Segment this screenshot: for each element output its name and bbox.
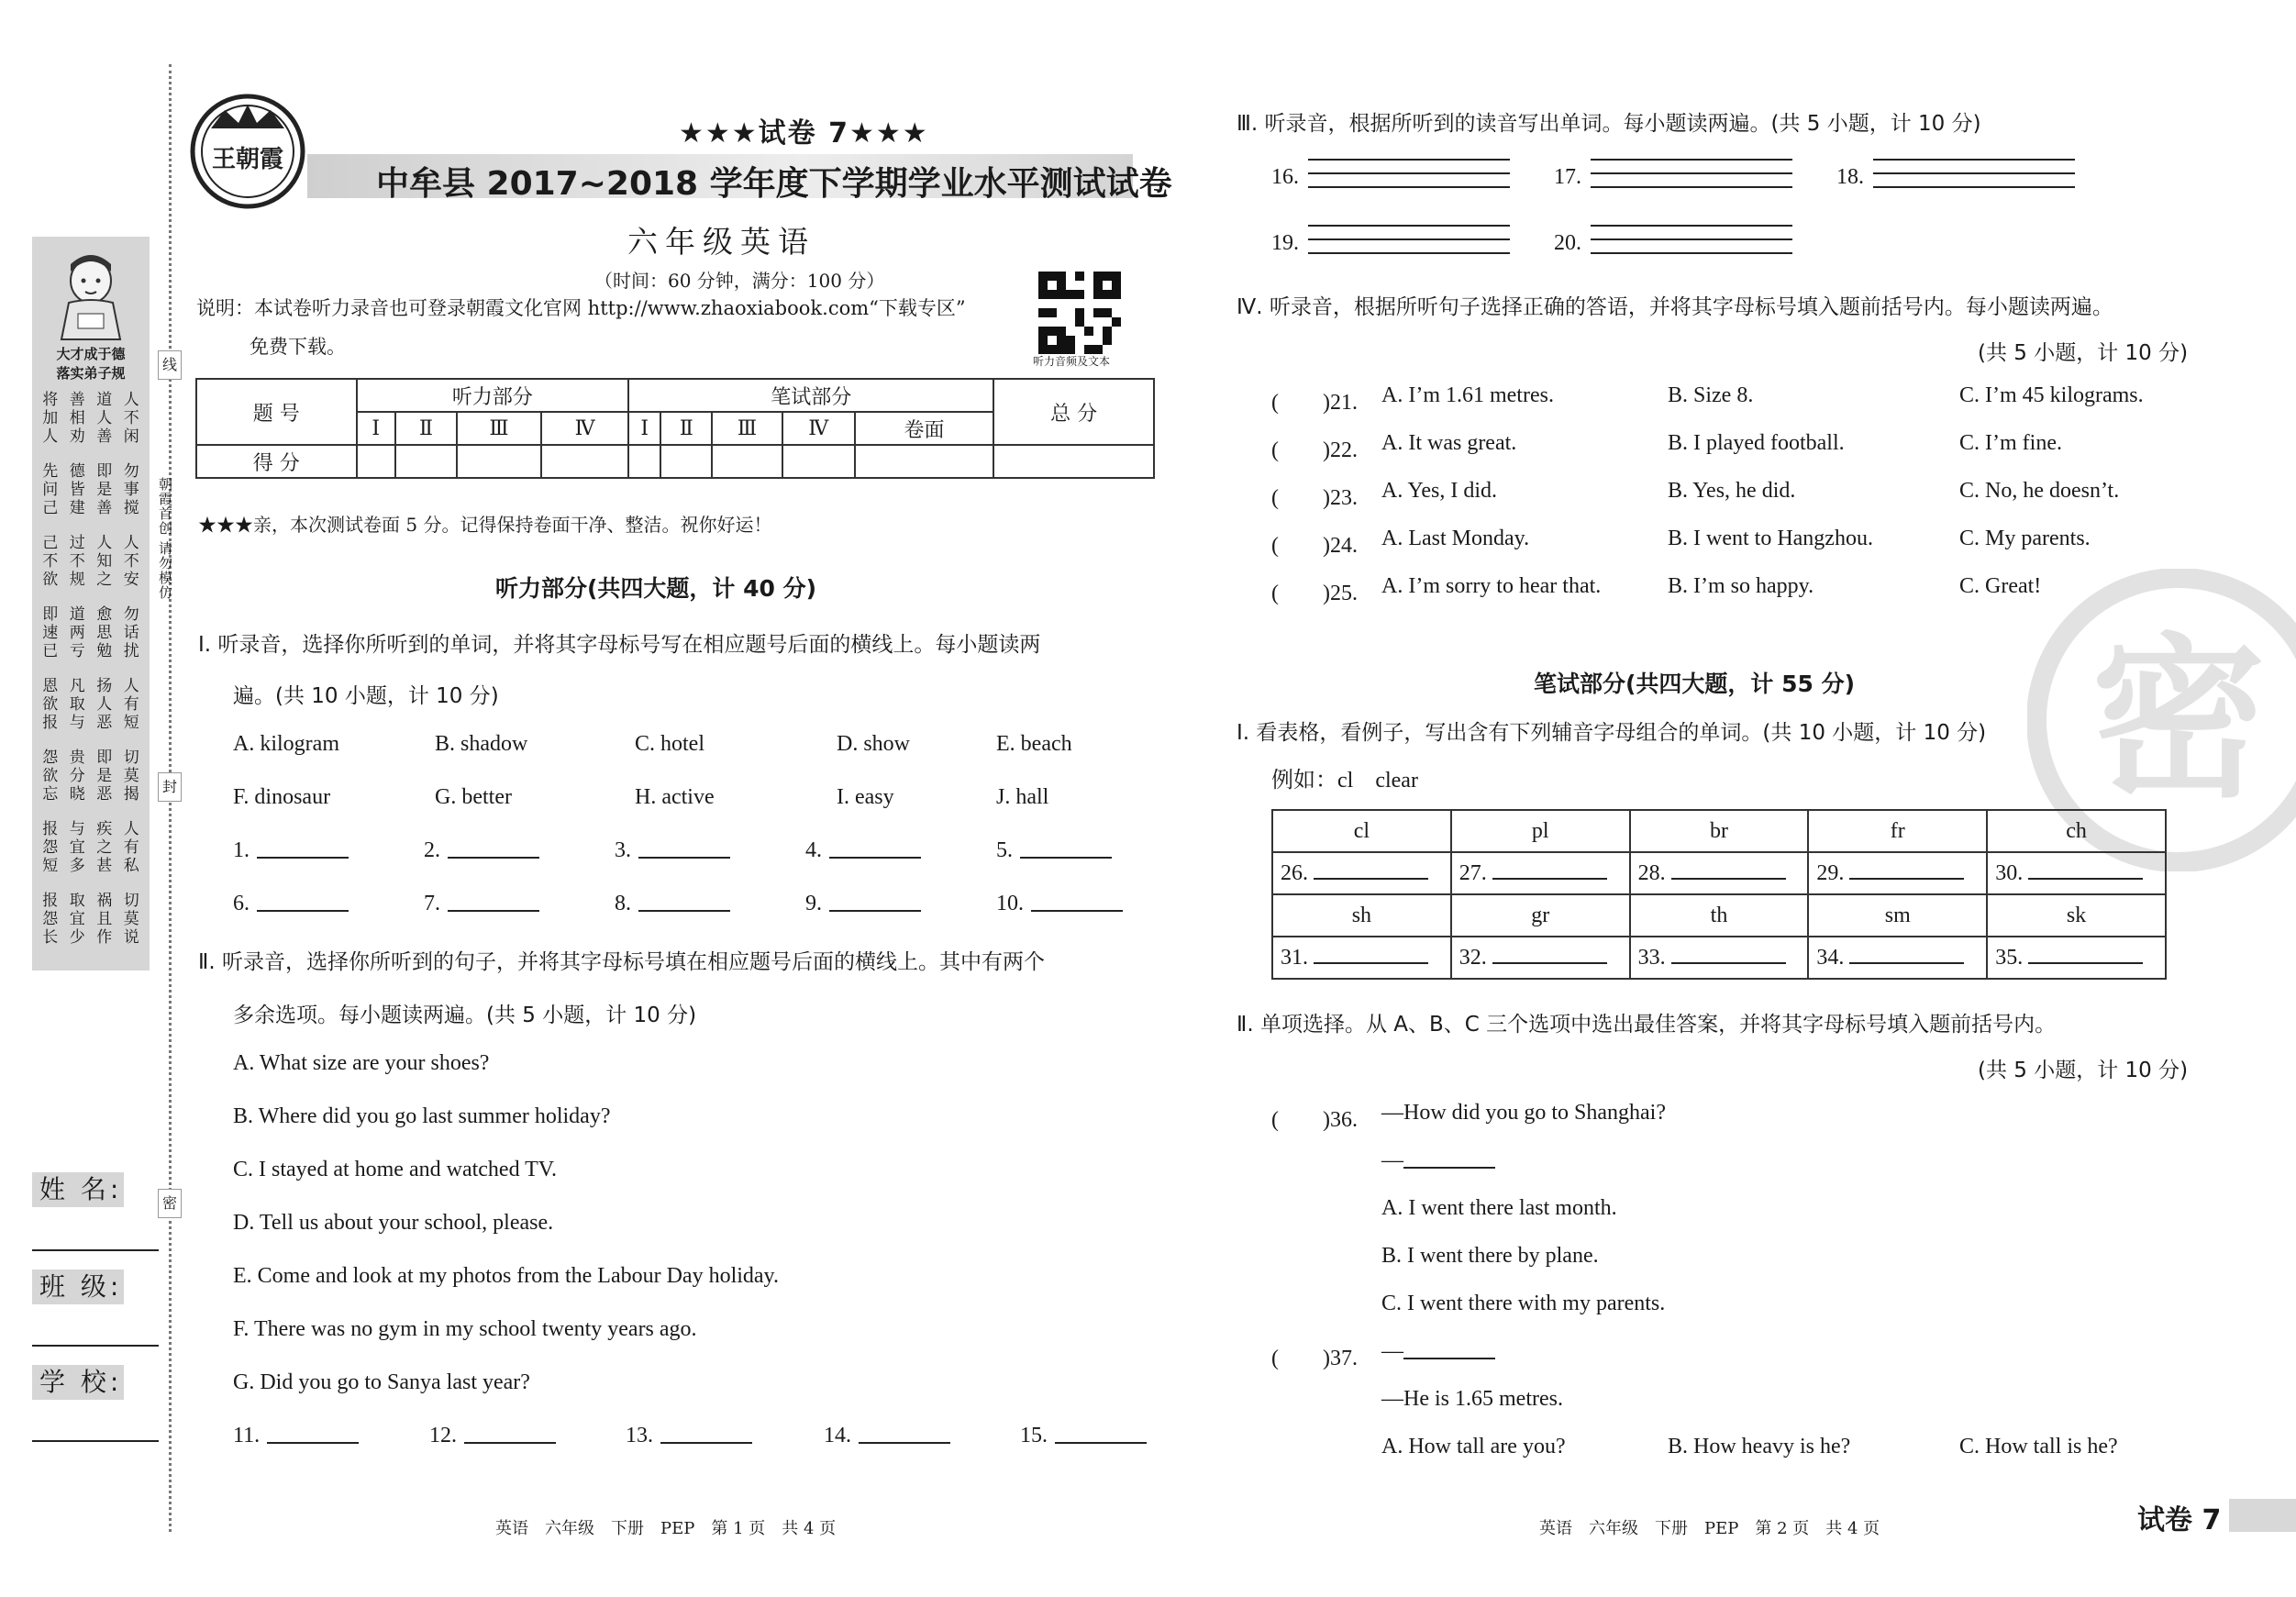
- motto-char: 善: [96, 427, 113, 446]
- question-number[interactable]: ( )24.: [1271, 534, 1358, 558]
- motto-char: 切: [123, 892, 139, 910]
- listening-col: Ⅳ: [541, 412, 628, 445]
- motto-block: [39, 677, 142, 732]
- writing-col: Ⅳ: [782, 412, 855, 445]
- answer-slot[interactable]: 14.: [824, 1424, 950, 1448]
- choice-a: A. Last Monday.: [1381, 527, 1530, 550]
- motto-char: 闲: [123, 427, 139, 446]
- question-number[interactable]: ( )25.: [1271, 582, 1358, 605]
- motto-char: 欲: [42, 695, 59, 714]
- choice-a: A. I’m 1.61 metres.: [1381, 383, 1554, 407]
- writing-col: 卷面: [855, 412, 994, 445]
- sentence-option: A. What size are your shoes?: [233, 1051, 490, 1075]
- choice-b: B. How heavy is he?: [1668, 1435, 1851, 1458]
- answer-slot[interactable]: 6.: [233, 892, 349, 916]
- motto-char: 且: [96, 910, 113, 928]
- choice-c: C. I’m 45 kilograms.: [1959, 383, 2144, 407]
- word-option: G. better: [435, 785, 512, 809]
- motto-char: 报: [42, 714, 59, 732]
- word-option: C. hotel: [635, 732, 704, 756]
- choice-a: A. I’m sorry to hear that.: [1381, 574, 1602, 598]
- answer-slot[interactable]: 1.: [233, 838, 349, 863]
- consonant-table: [1271, 809, 2167, 980]
- q37-text[interactable]: —: [1381, 1339, 1495, 1364]
- choice-c: C. How tall is he?: [1959, 1435, 2118, 1458]
- motto-char: 与: [69, 820, 85, 838]
- motto-char: 将: [42, 391, 59, 409]
- q19-number: 19.: [1271, 231, 1299, 255]
- answer-cell[interactable]: 33.: [1630, 937, 1809, 979]
- motto-char: 欲: [42, 767, 59, 785]
- question-number[interactable]: ( )37.: [1271, 1347, 1358, 1370]
- corner-band: [2229, 1499, 2296, 1532]
- q17-number: 17.: [1554, 165, 1581, 189]
- motto-char: 安: [123, 571, 139, 589]
- q17-lines[interactable]: [1591, 147, 1792, 188]
- w2-instruction: Ⅱ. 单项选择。从 A、B、C 三个选项中选出最佳答案，并将其字母标号填入题前括号内。: [1237, 1013, 2057, 1037]
- qr-caption: 听力音频及文本: [1033, 355, 1111, 368]
- listening-col: Ⅱ: [395, 412, 457, 445]
- motto-char: 知: [96, 552, 113, 571]
- word-option: B. shadow: [435, 732, 528, 756]
- q37-reply: —He is 1.65 metres.: [1381, 1387, 1563, 1411]
- motto-char: 报: [42, 892, 59, 910]
- answer-slot[interactable]: 10.: [996, 892, 1123, 916]
- answer-slot[interactable]: 15.: [1020, 1424, 1147, 1448]
- choice-a: A. It was great.: [1381, 431, 1517, 455]
- note-line-2: 免费下载。: [250, 336, 346, 358]
- motto-char: 欲: [42, 571, 59, 589]
- w2-score: (共 5 小题，计 10 分): [1978, 1059, 2189, 1082]
- motto-char: 即: [42, 605, 59, 624]
- motto-char: 皆: [69, 481, 85, 499]
- motto-char: 少: [69, 928, 85, 947]
- answer-slot[interactable]: 4.: [805, 838, 921, 863]
- motto-char: 扬: [96, 677, 113, 695]
- s1-instruction: 遍。(共 10 小题，计 10 分): [233, 684, 499, 708]
- motto-char: 说: [123, 928, 139, 947]
- greeting-note: ★★★亲，本次测试卷面 5 分。记得保持卷面干净、整洁。祝你好运！: [198, 514, 772, 536]
- motto-char: 分: [69, 767, 85, 785]
- motto-char: 切: [123, 749, 139, 767]
- choice-b: B. I went to Hangzhou.: [1668, 527, 1873, 550]
- choice-a: A. How tall are you?: [1381, 1435, 1566, 1458]
- motto-char: 是: [96, 481, 113, 499]
- table-head: ch: [1987, 810, 2166, 852]
- motto-char: 即: [96, 749, 113, 767]
- w1-instruction: Ⅰ. 看表格，看例子，写出含有下列辅音字母组合的单词。(共 10 小题，计 10 分): [1237, 721, 1987, 745]
- motto-char: 扰: [123, 642, 139, 660]
- listening-col: Ⅲ: [457, 412, 541, 445]
- choice-a: A. I went there last month.: [1381, 1196, 1617, 1220]
- school-field[interactable]: [32, 1440, 159, 1442]
- stamp-text: 密: [2091, 618, 2267, 821]
- score-cell[interactable]: [712, 445, 782, 478]
- footer-left: 英语 六年级 下册 PEP 第 1 页 共 4 页: [495, 1519, 837, 1538]
- paper-number: ★★★试卷 7★★★: [679, 117, 929, 150]
- w1-example: 例如：cl clear: [1271, 769, 1418, 793]
- motto-char: 取: [69, 695, 85, 714]
- motto-top-line: 大才成于德: [56, 346, 126, 362]
- motto-block: [39, 820, 142, 875]
- motto-char: 加: [42, 409, 59, 427]
- choice-c: C. My parents.: [1959, 527, 2091, 550]
- writing-col: Ⅱ: [660, 412, 712, 445]
- motto-char: 人: [123, 677, 139, 695]
- motto-char: 甚: [96, 857, 113, 875]
- q36-text: —How did you go to Shanghai?: [1381, 1101, 1666, 1125]
- score-cell[interactable]: [395, 445, 457, 478]
- score-cell[interactable]: [660, 445, 712, 478]
- motto-char: 问: [42, 481, 59, 499]
- class-field[interactable]: [32, 1345, 159, 1347]
- question-number[interactable]: ( )21.: [1271, 391, 1358, 415]
- row-label-score: 得 分: [196, 445, 357, 478]
- motto-char: 不: [69, 552, 85, 571]
- name-label: 姓 名:: [32, 1172, 124, 1207]
- listening-col: Ⅰ: [357, 412, 395, 445]
- table-head: sh: [1272, 894, 1451, 937]
- motto-char: 人: [96, 409, 113, 427]
- motto-char: 报: [42, 820, 59, 838]
- choice-a: A. Yes, I did.: [1381, 479, 1498, 503]
- choice-b: B. Size 8.: [1668, 383, 1754, 407]
- writing-col: Ⅲ: [712, 412, 782, 445]
- score-cell[interactable]: [541, 445, 628, 478]
- qr-code-icon[interactable]: [1038, 272, 1121, 354]
- logo-text: 王朝霞: [211, 146, 284, 173]
- motto-char: 之: [96, 838, 113, 857]
- writing-col: Ⅰ: [628, 412, 660, 445]
- answer-cell[interactable]: 28.: [1630, 852, 1809, 894]
- choice-c: C. Great!: [1959, 574, 2042, 598]
- q16-lines[interactable]: [1308, 147, 1510, 188]
- listening-title: 听力部分(共四大题，计 40 分): [495, 575, 817, 602]
- motto-char: 规: [69, 571, 85, 589]
- q36-reply[interactable]: —: [1381, 1148, 1495, 1173]
- motto-panel: [32, 237, 150, 970]
- question-number[interactable]: ( )36.: [1271, 1108, 1358, 1132]
- answer-slot[interactable]: 13.: [626, 1424, 752, 1448]
- motto-char: 过: [69, 534, 85, 552]
- motto-char: 先: [42, 462, 59, 481]
- motto-char: 不: [42, 552, 59, 571]
- motto-char: 思: [96, 624, 113, 642]
- motto-char: 人: [123, 820, 139, 838]
- motto-char: 莫: [123, 767, 139, 785]
- answer-cell[interactable]: 27.: [1451, 852, 1630, 894]
- motto-char: 勉: [96, 642, 113, 660]
- writing-header: 笔试部分: [628, 379, 993, 412]
- motto-char: 勿: [123, 605, 139, 624]
- word-option: A. kilogram: [233, 732, 339, 756]
- q19-lines[interactable]: [1308, 213, 1510, 254]
- s3-instruction: Ⅲ. 听录音，根据所听到的读音写出单词。每小题读两遍。(共 5 小题，计 10 分): [1237, 112, 1981, 136]
- answer-cell[interactable]: 32.: [1451, 937, 1630, 979]
- motto-char: 莫: [123, 910, 139, 928]
- sentence-option: C. I stayed at home and watched TV.: [233, 1158, 558, 1181]
- motto-char: 劝: [69, 427, 85, 446]
- word-option: F. dinosaur: [233, 785, 331, 809]
- motto-char: 短: [123, 714, 139, 732]
- total-header: 总 分: [993, 379, 1154, 445]
- word-option: J. hall: [996, 785, 1049, 809]
- answer-cell[interactable]: 29.: [1808, 852, 1987, 894]
- motto-char: 恩: [42, 677, 59, 695]
- table-head: fr: [1808, 810, 1987, 852]
- motto-char: 不: [123, 409, 139, 427]
- motto-char: 恶: [96, 714, 113, 732]
- motto-char: 勿: [123, 462, 139, 481]
- motto-char: 宜: [69, 910, 85, 928]
- exam-title: 中牟县 2017~2018 学年度下学期学业水平测试试卷: [376, 165, 1172, 203]
- motto-char: 道: [96, 391, 113, 409]
- choice-b: B. Yes, he did.: [1668, 479, 1796, 503]
- motto-char: 怨: [42, 838, 59, 857]
- note-line-1: 说明：本试卷听力录音也可登录朝霞文化官网 http://www.zhaoxiabook.com“下载专区”: [196, 297, 966, 319]
- motto-char: 有: [123, 695, 139, 714]
- question-number[interactable]: ( )22.: [1271, 438, 1358, 462]
- motto-blocks: [39, 391, 142, 963]
- motto-char: 长: [42, 928, 59, 947]
- table-head: sm: [1808, 894, 1987, 937]
- motto-char: 善: [96, 499, 113, 517]
- motto-block: [39, 534, 142, 589]
- motto-char: 怨: [42, 749, 59, 767]
- motto-char: 事: [123, 481, 139, 499]
- bind-mark-line: 线: [158, 350, 182, 380]
- motto-char: 之: [96, 571, 113, 589]
- score-cell[interactable]: [457, 445, 541, 478]
- child-figure-icon: [41, 244, 140, 345]
- bind-mark-seal: 封: [158, 772, 182, 802]
- sentence-option: B. Where did you go last summer holiday?: [233, 1104, 611, 1128]
- q18-number: 18.: [1836, 165, 1864, 189]
- table-head: cl: [1272, 810, 1451, 852]
- q16-number: 16.: [1271, 165, 1299, 189]
- motto-char: 话: [123, 624, 139, 642]
- school-label: 学 校:: [32, 1365, 124, 1400]
- motto-char: 贵: [69, 749, 85, 767]
- answer-cell[interactable]: 31.: [1272, 937, 1451, 979]
- answer-cell[interactable]: 34.: [1808, 937, 1987, 979]
- motto-char: 善: [69, 391, 85, 409]
- motto-char: 己: [42, 534, 59, 552]
- motto-char: 作: [96, 928, 113, 947]
- word-option: D. show: [837, 732, 911, 756]
- motto-char: 道: [69, 605, 85, 624]
- table-head: pl: [1451, 810, 1630, 852]
- motto-char: 恶: [96, 785, 113, 804]
- table-head: th: [1630, 894, 1809, 937]
- motto-block: [39, 605, 142, 660]
- score-cell[interactable]: [628, 445, 660, 478]
- s2-instruction: Ⅱ. 听录音，选择你所听到的句子，并将其字母标号填在相应题号后面的横线上。其中有两个: [198, 950, 1045, 974]
- corner-paper-label: 试卷 7: [2137, 1504, 2222, 1536]
- motto-char: 是: [96, 767, 113, 785]
- motto-char: 凡: [69, 677, 85, 695]
- motto-top-line: 落实弟子规: [56, 365, 126, 382]
- q20-number: 20.: [1554, 231, 1581, 255]
- motto-char: 晓: [69, 785, 85, 804]
- word-option: E. beach: [996, 732, 1072, 756]
- sentence-option: F. There was no gym in my school twenty years ago.: [233, 1317, 697, 1341]
- motto-char: 亏: [69, 642, 85, 660]
- sentence-option: G. Did you go to Sanya last year?: [233, 1370, 530, 1394]
- motto-char: 搅: [123, 499, 139, 517]
- answer-slot[interactable]: 2.: [424, 838, 539, 863]
- word-option: H. active: [635, 785, 715, 809]
- answer-cell[interactable]: 26.: [1272, 852, 1451, 894]
- class-label: 班 级:: [32, 1270, 124, 1304]
- motto-block: [39, 892, 142, 947]
- motto-char: 揭: [123, 785, 139, 804]
- motto-char: 两: [69, 624, 85, 642]
- word-option: I. easy: [837, 785, 894, 809]
- answer-slot[interactable]: 12.: [429, 1424, 556, 1448]
- motto-char: 疾: [96, 820, 113, 838]
- footer-right: 英语 六年级 下册 PEP 第 2 页 共 4 页: [1539, 1519, 1880, 1538]
- writing-title: 笔试部分(共四大题，计 55 分): [1534, 671, 1856, 697]
- sentence-option: E. Come and look at my photos from the Labour Day holiday.: [233, 1264, 779, 1288]
- answer-slot[interactable]: 9.: [805, 892, 921, 916]
- publisher-logo-icon: [188, 92, 307, 211]
- question-number[interactable]: ( )23.: [1271, 486, 1358, 510]
- bind-note: 朝霞首创 请勿模仿: [157, 477, 173, 600]
- choice-b: B. I went there by plane.: [1381, 1244, 1599, 1268]
- choice-c: C. No, he doesn’t.: [1959, 479, 2120, 503]
- motto-block: [39, 391, 142, 446]
- answer-slot[interactable]: 11.: [233, 1424, 359, 1448]
- motto-char: 建: [69, 499, 85, 517]
- motto-block: [39, 749, 142, 804]
- q20-lines[interactable]: [1591, 213, 1792, 254]
- motto-char: 己: [42, 499, 59, 517]
- sentence-option: D. Tell us about your school, please.: [233, 1211, 554, 1235]
- score-cell[interactable]: [357, 445, 395, 478]
- motto-char: 已: [42, 642, 59, 660]
- answer-slot[interactable]: 3.: [615, 838, 730, 863]
- subject-title: 六年级英语: [627, 224, 815, 260]
- bind-mark-secret: 密: [158, 1189, 182, 1218]
- q18-lines[interactable]: [1873, 147, 2075, 188]
- listening-header: 听力部分: [357, 379, 629, 412]
- motto-char: 速: [42, 624, 59, 642]
- exam-time: （时间：60 分钟，满分：100 分）: [594, 270, 885, 292]
- choice-c: C. I’m fine.: [1959, 431, 2062, 455]
- s1-instruction: Ⅰ. 听录音，选择你所听到的单词，并将其字母标号写在相应题号后面的横线上。每小题读两: [198, 633, 1041, 657]
- motto-char: 德: [69, 462, 85, 481]
- motto-char: 与: [69, 714, 85, 732]
- score-table: [195, 378, 1155, 479]
- answer-slot[interactable]: 8.: [615, 892, 730, 916]
- choice-b: B. I played football.: [1668, 431, 1845, 455]
- answer-cell[interactable]: 30.: [1987, 852, 2166, 894]
- row-label-number: 题 号: [196, 379, 357, 445]
- score-cell[interactable]: [782, 445, 855, 478]
- s4-score: (共 5 小题，计 10 分): [1978, 341, 2189, 365]
- motto-char: 忘: [42, 785, 59, 804]
- motto-char: 人: [123, 534, 139, 552]
- motto-char: 即: [96, 462, 113, 481]
- motto-char: 怨: [42, 910, 59, 928]
- table-head: sk: [1987, 894, 2166, 937]
- motto-char: 愈: [96, 605, 113, 624]
- motto-char: 人: [42, 427, 59, 446]
- choice-c: C. I went there with my parents.: [1381, 1292, 1666, 1315]
- table-head: gr: [1451, 894, 1630, 937]
- motto-char: 人: [96, 695, 113, 714]
- answer-cell[interactable]: 35.: [1987, 937, 2166, 979]
- motto-char: 私: [123, 857, 139, 875]
- motto-char: 取: [69, 892, 85, 910]
- motto-char: 不: [123, 552, 139, 571]
- motto-char: 有: [123, 838, 139, 857]
- motto-char: 祸: [96, 892, 113, 910]
- table-head: br: [1630, 810, 1809, 852]
- s2-instruction: 多余选项。每小题读两遍。(共 5 小题，计 10 分): [233, 1004, 697, 1027]
- s4-instruction: Ⅳ. 听录音，根据所听句子选择正确的答语，并将其字母标号填入题前括号内。每小题读两遍。: [1237, 295, 2113, 319]
- score-cell[interactable]: [993, 445, 1154, 478]
- motto-char: 人: [123, 391, 139, 409]
- answer-slot[interactable]: 7.: [424, 892, 539, 916]
- motto-char: 短: [42, 857, 59, 875]
- motto-char: 宜: [69, 838, 85, 857]
- motto-block: [39, 462, 142, 517]
- name-field[interactable]: [32, 1249, 159, 1251]
- answer-slot[interactable]: 5.: [996, 838, 1112, 863]
- motto-char: 相: [69, 409, 85, 427]
- motto-char: 多: [69, 857, 85, 875]
- motto-char: 人: [96, 534, 113, 552]
- choice-b: B. I’m so happy.: [1668, 574, 1814, 598]
- score-cell[interactable]: [855, 445, 994, 478]
